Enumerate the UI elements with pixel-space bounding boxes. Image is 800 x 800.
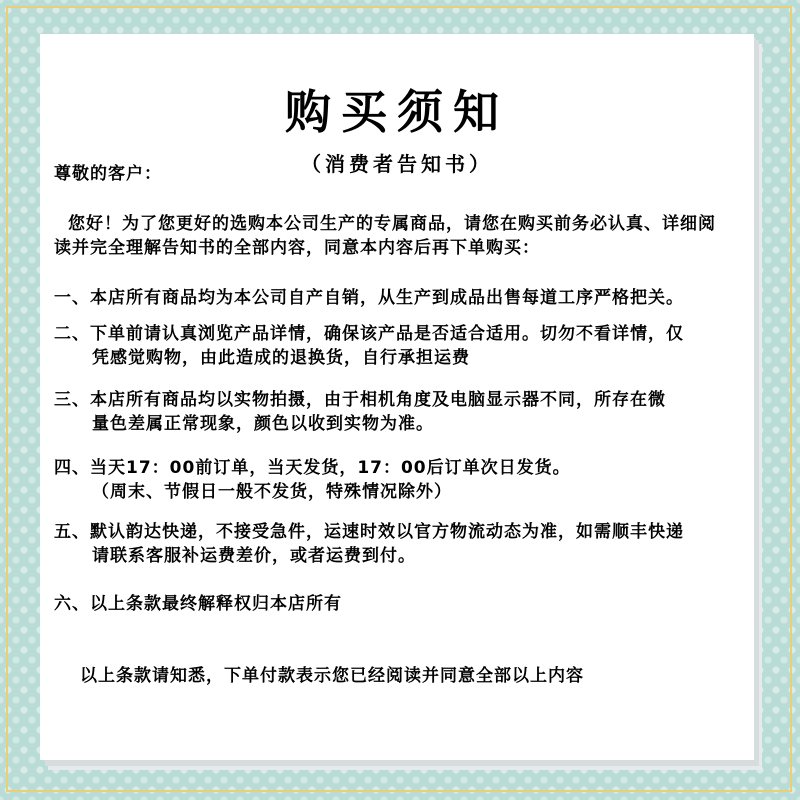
closing-statement: 以上条款请知悉，下单付款表示您已经阅读并同意全部以上内容 (80, 666, 584, 686)
salutation: 尊敬的客户： (54, 164, 162, 184)
clause-5-line-2: 请联系客服补运费差价，或者运费到付。 (92, 546, 416, 566)
clause-5-line-1: 五、默认韵达快递，不接受急件，运速时效以官方物流动态为准，如需顺丰快递 (54, 522, 684, 542)
notice-paper (40, 34, 754, 760)
clause-1-line-1: 一、本店所有商品均为本公司自产自销，从生产到成品出售每道工序严格把关。 (54, 288, 684, 308)
clause-3-line-1: 三、本店所有商品均以实物拍摄，由于相机角度及电脑显示器不同，所存在微 (54, 390, 666, 410)
notice-title: 购买须知 (285, 85, 509, 139)
intro-line-2: 读并完全理解告知书的全部内容，同意本内容后再下单购买： (54, 238, 540, 258)
notice-subtitle: （消费者告知书） (301, 152, 493, 176)
clause-4-line-1: 四、当天17：00前订单，当天发货，17：00后订单次日发货。 (54, 458, 571, 478)
intro-line-1: 您好！为了您更好的选购本公司生产的专属商品，请您在购买前务必认真、详细阅 (68, 214, 716, 234)
clause-6-line-1: 六、以上条款最终解释权归本店所有 (54, 594, 342, 614)
clause-4-line-2: （周末、节假日一般不发货，特殊情况除外） (92, 482, 452, 502)
clause-3-line-2: 量色差属正常现象，颜色以收到实物为准。 (92, 414, 434, 434)
clause-2-line-1: 二、下单前请认真浏览产品详情，确保该产品是否适合适用。切勿不看详情，仅 (54, 324, 684, 344)
clause-2-line-2: 凭感觉购物，由此造成的退换货，自行承担运费 (92, 348, 470, 368)
